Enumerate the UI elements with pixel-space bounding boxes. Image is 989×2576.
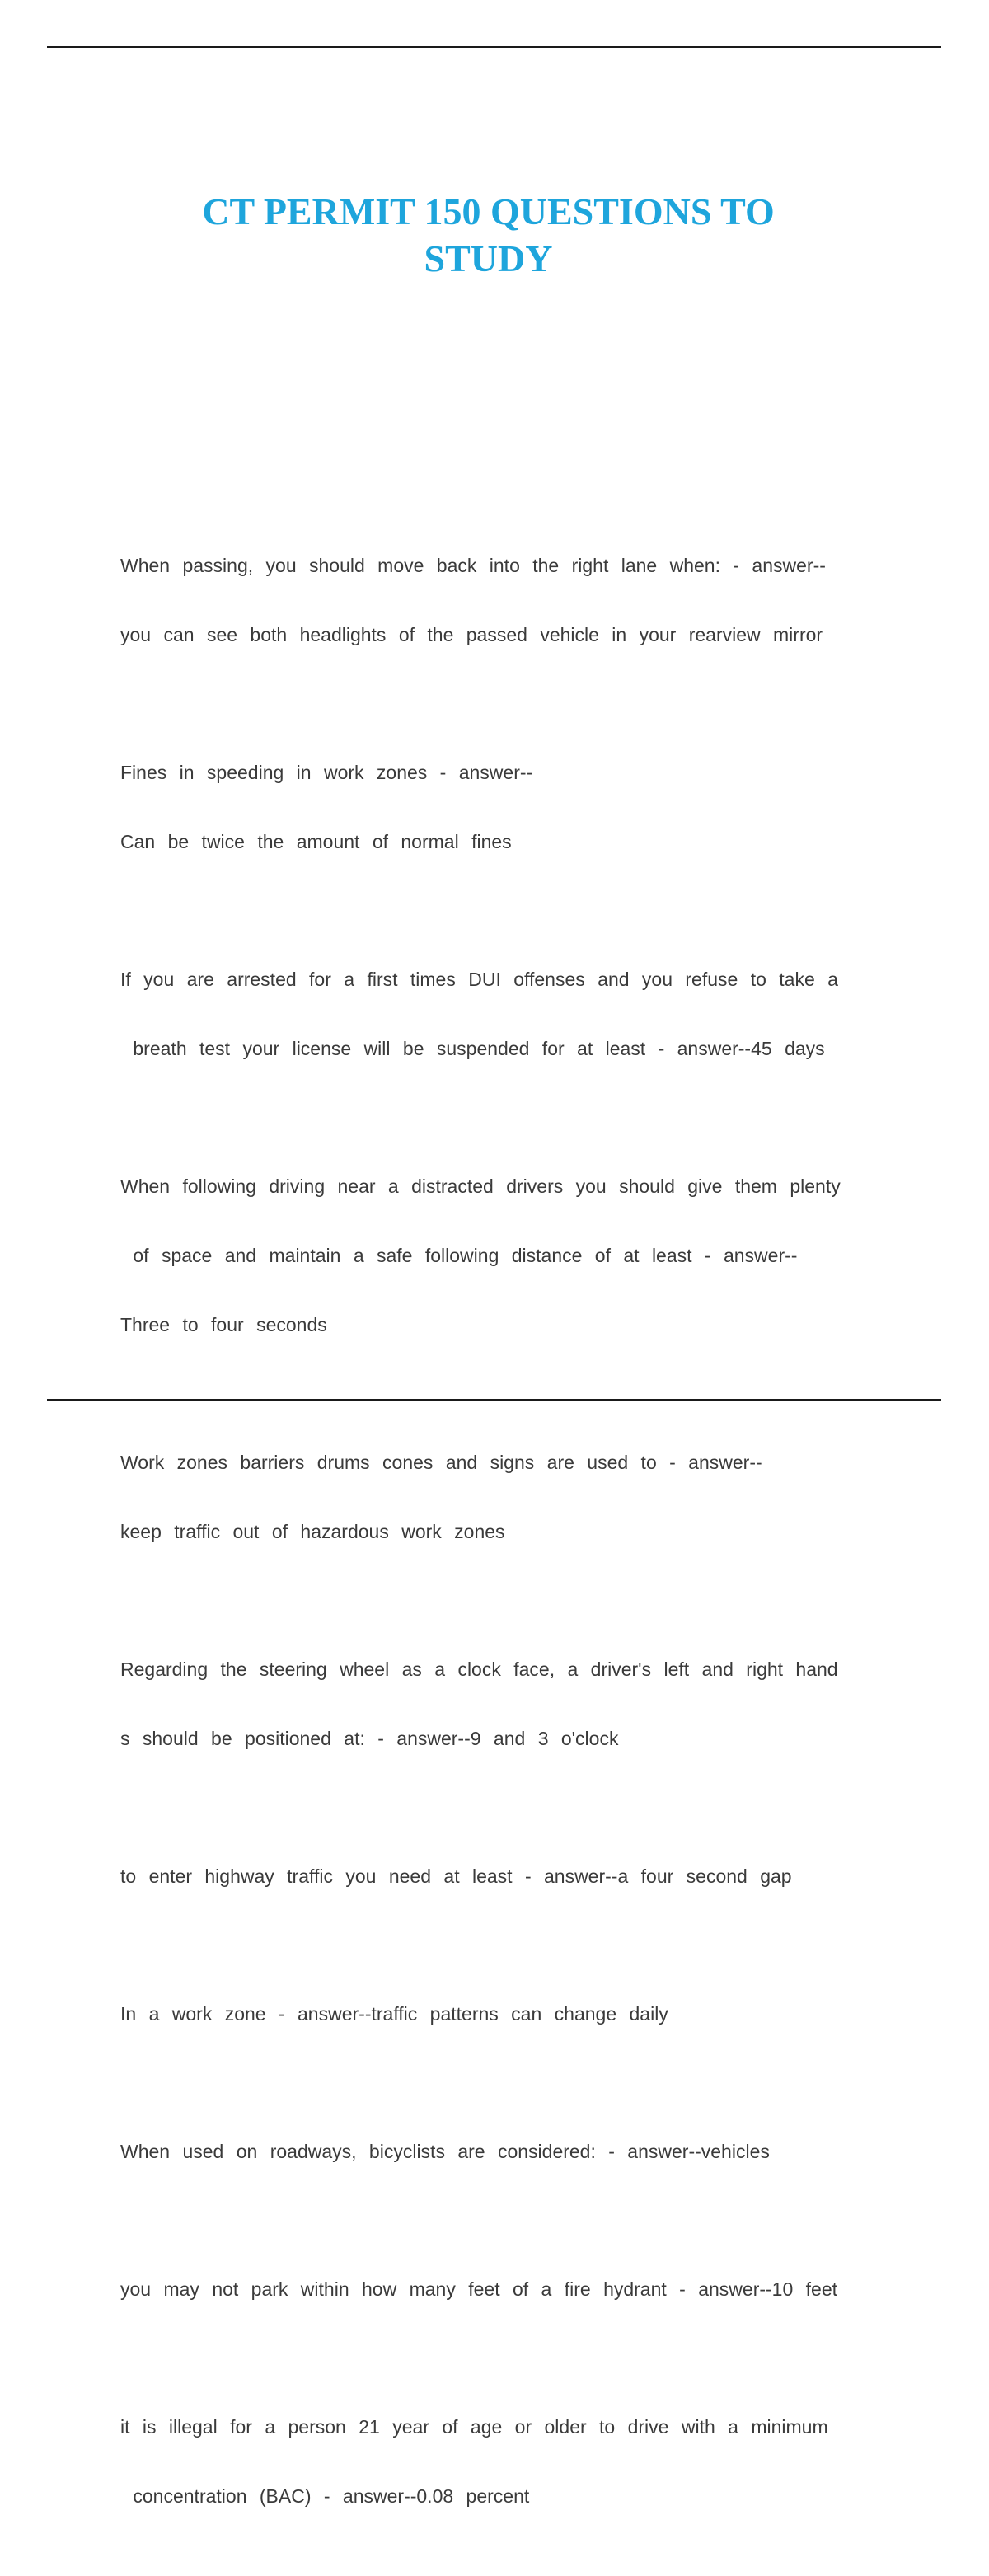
qa-item	[120, 1818, 895, 1934]
qa-item	[120, 2094, 895, 2209]
qa-line: When passing, you should move back into the right lane when: - answer--	[120, 555, 826, 576]
qa-item	[120, 1405, 895, 1589]
qa-line: In a work zone - answer--traffic patterns can change daily	[120, 2003, 668, 2025]
qa-line: When following driving near a distracted drivers you should give them plenty	[120, 1175, 841, 1197]
document-title	[0, 188, 977, 282]
qa-item	[120, 1128, 895, 1382]
qa-line: s should be positioned at: - answer--9 and 3 o'clock	[120, 1728, 619, 1749]
qa-item	[120, 2369, 895, 2554]
qa-line: Regarding the steering wheel as a clock face, a driver's left and right hand	[120, 1659, 838, 1680]
qa-line: breath test your license will be suspended for at least - answer--45 days	[120, 1038, 825, 1059]
qa-item	[120, 1956, 895, 2072]
qa-line: you may not park within how many feet of a fire hydrant - answer--10 feet	[120, 2278, 838, 2300]
question-answer-list	[120, 508, 895, 2576]
bottom-divider	[47, 1399, 941, 1401]
qa-item	[120, 2231, 895, 2347]
top-divider	[47, 46, 941, 48]
qa-line: Fines in speeding in work zones - answer--	[120, 762, 533, 783]
qa-item	[120, 922, 895, 1106]
qa-line: you can see both headlights of the passed vehicle in your rearview mirror	[120, 624, 823, 645]
qa-line: keep traffic out of hazardous work zones	[120, 1521, 505, 1542]
qa-item	[120, 508, 895, 692]
qa-line: it is illegal for a person 21 year of age or older to drive with a minimum	[120, 2416, 828, 2438]
qa-line: Three to four seconds	[120, 1314, 327, 1335]
qa-line: of space and maintain a safe following distance of at least - answer--	[120, 1245, 798, 1266]
title-line-2: STUDY	[424, 237, 553, 279]
qa-line: concentration (BAC) - answer--0.08 percent	[120, 2485, 530, 2507]
title-line-1: CT PERMIT 150 QUESTIONS TO	[202, 190, 775, 232]
qa-line: Work zones barriers drums cones and signs are used to - answer--	[120, 1452, 762, 1473]
qa-line: When used on roadways, bicyclists are considered: - answer--vehicles	[120, 2141, 770, 2162]
qa-line: If you are arrested for a first times DUI offenses and you refuse to take a	[120, 969, 838, 990]
qa-item	[120, 715, 895, 899]
qa-line: Can be twice the amount of normal fines	[120, 831, 512, 852]
qa-item	[120, 1612, 895, 1796]
qa-line: to enter highway traffic you need at least - answer--a four second gap	[120, 1865, 792, 1887]
